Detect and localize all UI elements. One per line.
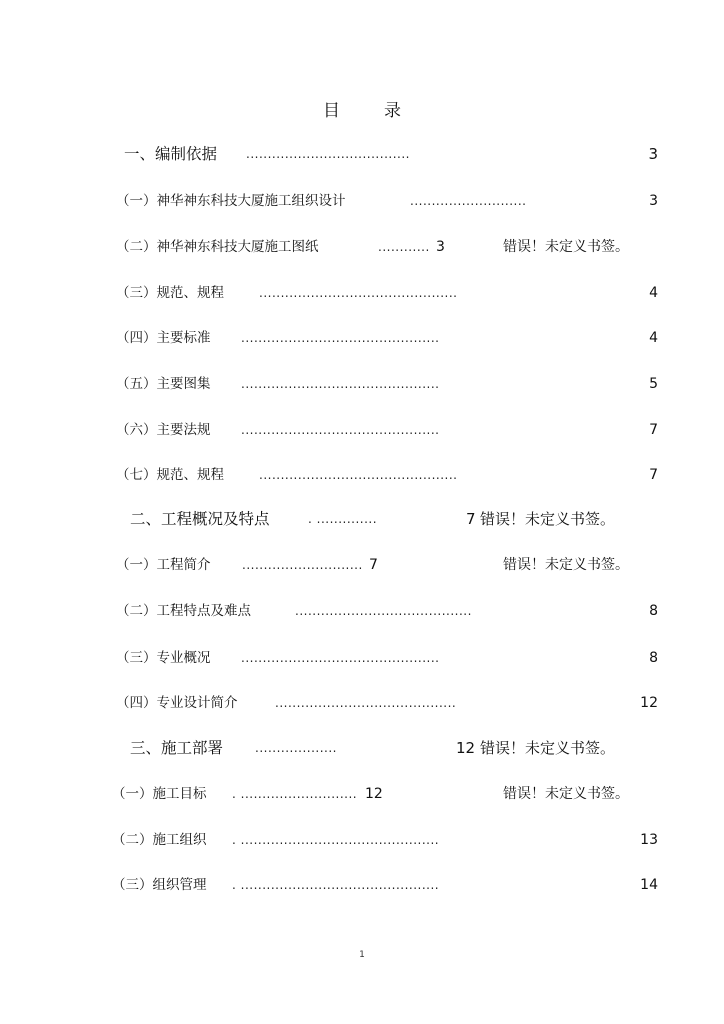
toc-entry-page: 3	[649, 193, 658, 209]
toc-entry[interactable]	[0, 235, 724, 259]
toc-entry-page: 13	[640, 832, 658, 848]
toc-entry[interactable]	[0, 828, 724, 852]
toc-entry-error: 错误！未定义书签。	[503, 786, 629, 802]
toc-entry-page: 12	[456, 739, 476, 757]
toc-entry-label: （五）主要图集	[116, 376, 211, 392]
toc-entry-page: 7	[369, 557, 378, 573]
toc-entry-leader: ..............................................	[241, 377, 440, 391]
toc-entry-page: 12	[365, 786, 383, 802]
toc-entry-page: 3	[436, 239, 445, 255]
toc-entry-label: （四）主要标准	[116, 330, 211, 346]
toc-entry[interactable]	[0, 372, 724, 396]
toc-entry[interactable]	[0, 873, 724, 897]
toc-entry-leader: . ..............................................	[232, 878, 440, 892]
toc-entry-label: （七）规范、规程	[116, 467, 224, 483]
toc-entry-page: 3	[648, 145, 658, 163]
toc-entry-page: 7	[649, 422, 658, 438]
toc-entry[interactable]	[0, 553, 724, 577]
toc-entry-leader: ...........................	[410, 194, 527, 208]
toc-entry-page: 8	[649, 650, 658, 666]
toc-entry-leader: .........................................	[295, 604, 472, 618]
toc-entry-label: （四）专业设计简介	[116, 695, 238, 711]
toc-entry-leader: ......................................	[246, 147, 410, 161]
toc-entry-label: （六）主要法规	[116, 422, 211, 438]
toc-entry[interactable]	[0, 142, 724, 166]
toc-entry-error: 错误！未定义书签。	[503, 239, 629, 255]
toc-entry[interactable]	[0, 507, 724, 531]
toc-entry[interactable]	[0, 691, 724, 715]
toc-entry-label: 二、工程概况及特点	[130, 510, 270, 528]
toc-entry[interactable]	[0, 281, 724, 305]
toc-entry-label: （一）工程简介	[116, 557, 211, 573]
toc-entry-leader: ..............................................	[241, 423, 440, 437]
toc-entry-leader: ..............................................	[259, 468, 458, 482]
toc-entry-label: 三、施工部署	[130, 739, 224, 757]
toc-entry-label: （三）规范、规程	[116, 285, 224, 301]
toc-entry-error: 错误！未定义书签。	[480, 739, 616, 757]
toc-entry-leader: ..........................................	[275, 696, 457, 710]
toc-entry-page: 14	[640, 877, 658, 893]
toc-entry-leader: . ..............	[308, 512, 378, 526]
toc-entry[interactable]	[0, 736, 724, 760]
toc-title-part1: 目	[323, 101, 340, 121]
toc-entry[interactable]	[0, 599, 724, 623]
toc-entry-leader: ............................	[242, 558, 363, 572]
toc-entry-leader: ..............................................	[241, 331, 440, 345]
toc-entry-page: 8	[649, 603, 658, 619]
toc-entry-error: 错误！未定义书签。	[480, 510, 616, 528]
toc-entry-label: （二）工程特点及难点	[116, 603, 251, 619]
toc-entry[interactable]	[0, 782, 724, 806]
toc-entry-label: （二）神华神东科技大厦施工图纸	[116, 239, 319, 255]
toc-title	[0, 96, 724, 121]
toc-entry[interactable]	[0, 326, 724, 350]
toc-entry-label: （三）专业概况	[116, 650, 211, 666]
toc-entry-leader: ............	[378, 240, 430, 254]
toc-entry-error: 错误！未定义书签。	[503, 557, 629, 573]
toc-entry-label: （二）施工组织	[112, 832, 207, 848]
toc-entry[interactable]	[0, 646, 724, 670]
page-number: 1	[359, 950, 365, 960]
toc-entry-page: 5	[649, 376, 658, 392]
toc-entry[interactable]	[0, 463, 724, 487]
toc-title-part2: 录	[384, 101, 401, 121]
toc-entry-leader: ...................	[255, 741, 337, 755]
toc-entry-page: 4	[649, 330, 658, 346]
toc-entry-page: 7	[466, 510, 476, 528]
toc-entry-leader: ..............................................	[241, 651, 440, 665]
toc-entry-leader: . ..............................................	[232, 833, 440, 847]
toc-entry[interactable]	[0, 189, 724, 213]
toc-entry-page: 12	[640, 695, 658, 711]
toc-entry[interactable]	[0, 418, 724, 442]
toc-entry-label: （三）组织管理	[112, 877, 207, 893]
toc-entry-label: （一）施工目标	[112, 786, 207, 802]
toc-entry-page: 7	[649, 467, 658, 483]
toc-entry-label: （一）神华神东科技大厦施工组织设计	[116, 193, 346, 209]
toc-entry-leader: ..............................................	[259, 286, 458, 300]
toc-entry-label: 一、编制依据	[124, 145, 218, 163]
toc-entry-leader: . ...........................	[232, 787, 358, 801]
toc-entry-page: 4	[649, 285, 658, 301]
